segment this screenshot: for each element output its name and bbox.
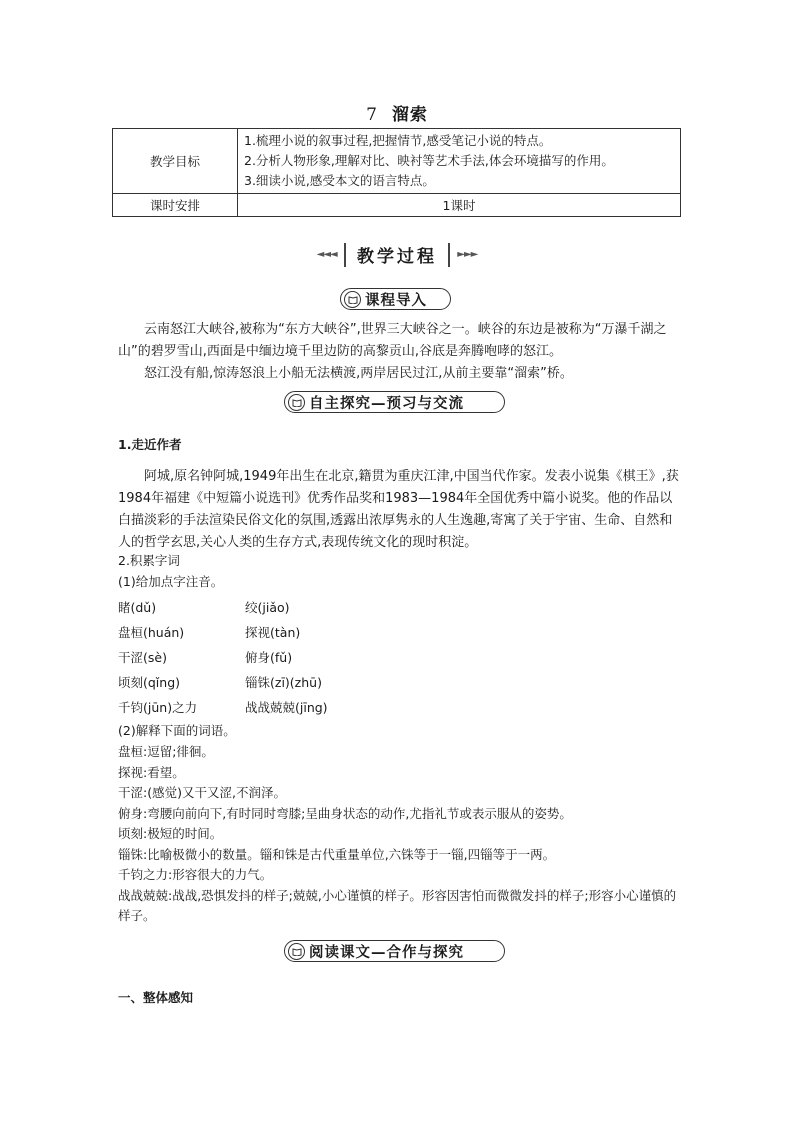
vocab-row <box>118 669 518 694</box>
teaching-process-title: 教学过程 <box>357 247 437 267</box>
definitions-list <box>118 742 684 927</box>
author-paragraph: 阿城,原名钟阿城,1949年出生在北京,籍贯为重庆江津,中国当代作家。发表小说集《棋王》,获1984年福建《中短篇小说选刊》优秀作品奖和1983—1984年全国优秀中篇小说奖。他的作品以白描淡彩的手法渲染民俗文化的氛围,透露出浓厚隽永的人生逸趣,寄寓了关于宇宙、生命、自然和人的哲学玄思,关心人类的生存方式,表现传统文化的现时积淀。 <box>118 469 679 550</box>
lesson-title-text: 溜索 <box>391 105 428 125</box>
definition-item: 战战兢兢:战战,恐惧发抖的样子;兢兢,小心谨慎的样子。形容因害怕而微微发抖的样子;形容小心谨慎的样子。 <box>118 887 677 923</box>
vocab-item: 探视(tàn) <box>245 624 301 640</box>
intro-paragraph: 云南怒江大峡谷,被称为“东方大峡谷”,世界三大峡谷之一。峡谷的东边是被称为“万瀑千湖之山”的碧罗雪山,西面是中缅边境千里边防的高黎贡山,谷底是奔腾咆哮的怒江。 <box>118 322 667 359</box>
vocab-row <box>118 644 518 669</box>
intro-pill <box>340 288 451 310</box>
vocab-item: 绞(jiǎo) <box>245 599 290 615</box>
definition-item: 顷刻:极短的时间。 <box>118 826 223 841</box>
definition-item: 千钧之力:形容很大的力气。 <box>118 867 273 882</box>
goals-content <box>238 129 681 194</box>
vocab-item: 干涩(sè) <box>118 649 167 665</box>
banner-bar-right <box>448 243 450 267</box>
definition-item: 盘桓:逗留;徘徊。 <box>118 744 214 759</box>
intro-pill-label: 课程导入 <box>365 292 427 309</box>
vocab-sub-heading-2: (2)解释下面的词语。 <box>118 723 236 738</box>
goals-row <box>113 129 681 194</box>
vocab-item: 盘桓(huán) <box>118 624 185 640</box>
definition-item: 俯身:弯腰向前向下,有时同时弯膝;呈曲身状态的动作,尤指礼节或表示服从的姿势。 <box>118 805 572 821</box>
right-arrows-icon: ►►► <box>457 249 478 260</box>
banner-bar-left <box>344 243 346 267</box>
schedule-label: 课时安排 <box>113 194 238 217</box>
vocab-heading: 2.积累字词 <box>118 553 180 568</box>
lesson-number: 7 <box>366 105 378 125</box>
vocab-row <box>118 594 518 619</box>
vocab-row <box>118 619 518 644</box>
teaching-process-banner <box>0 242 794 267</box>
overview-heading: 一、整体感知 <box>118 990 194 1005</box>
vocab-row <box>118 694 518 719</box>
vocab-item: 锱铢(zī)(zhū) <box>245 674 322 690</box>
schedule-row <box>113 194 681 217</box>
author-heading: 1.走近作者 <box>118 437 182 452</box>
definition-item: 干涩:(感觉)又干又涩,不润泽。 <box>118 785 286 800</box>
goals-label: 教学目标 <box>113 129 238 194</box>
goal-item: 3.细读小说,感受本文的语言特点。 <box>244 173 435 188</box>
lesson-title <box>0 100 794 125</box>
intro-paragraph: 怒江没有船,惊涛怒浪上小船无法横渡,两岸居民过江,从前主要靠“溜索”桥。 <box>144 366 573 381</box>
vocab-sub-heading-1: (1)给加点字注音。 <box>118 574 224 589</box>
left-arrows-icon: ◄◄◄ <box>316 249 337 260</box>
reading-pill <box>284 940 505 962</box>
book-icon <box>344 291 361 308</box>
definition-item: 探视:看望。 <box>118 764 185 780</box>
vocab-item: 睹(dǔ) <box>118 599 157 615</box>
vocab-list <box>118 594 518 719</box>
self-study-pill-label: 自主探究—预习与交流 <box>309 395 464 412</box>
intro-text <box>118 319 682 385</box>
book-icon <box>288 394 305 411</box>
self-study-pill <box>284 391 505 413</box>
goal-item: 1.梳理小说的叙事过程,把握情节,感受笔记小说的特点。 <box>244 133 552 148</box>
reading-pill-label: 阅读课文—合作与探究 <box>309 944 464 961</box>
schedule-value: 1课时 <box>238 194 681 217</box>
vocab-item: 千钧(jūn)之力 <box>118 699 198 715</box>
goals-table <box>112 128 681 217</box>
book-icon <box>288 943 305 960</box>
vocab-item: 顷刻(qǐng) <box>118 674 181 690</box>
goal-item: 2.分析人物形象,理解对比、映衬等艺术手法,体会环境描写的作用。 <box>244 153 614 168</box>
author-section <box>118 466 682 554</box>
vocab-item: 俯身(fǔ) <box>245 649 293 665</box>
definition-item: 锱铢:比喻极微小的数量。锱和铢是古代重量单位,六铢等于一锱,四锱等于一两。 <box>118 846 556 862</box>
vocab-item: 战战兢兢(jīng) <box>245 699 328 715</box>
